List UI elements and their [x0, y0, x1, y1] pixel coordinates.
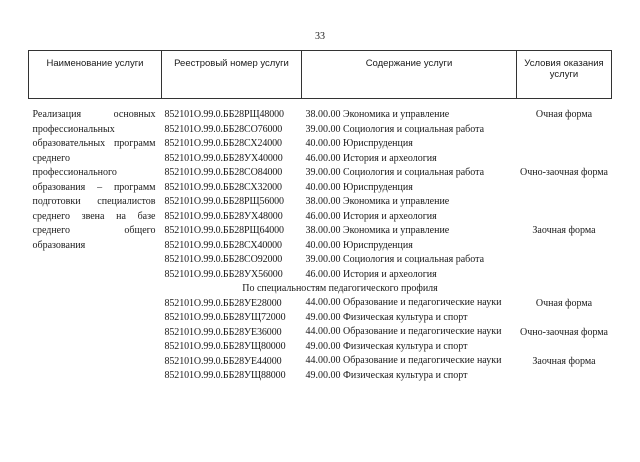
registry-number: 852101О.99.0.ББ28РЩ48000	[164, 109, 284, 120]
table-row	[29, 355, 612, 370]
subheading: По специальностям педагогического профиля	[242, 283, 438, 294]
condition-part-time: Очно-заочная форма	[519, 167, 608, 178]
service-content: 38.00.00 Экономика и управление	[305, 196, 450, 207]
header-registry-number: Реестровый номер услуги	[162, 51, 302, 99]
header-conditions: Условия оказания услуги	[517, 51, 612, 99]
registry-number: 852101О.99.0.ББ28СХ40000	[164, 239, 282, 251]
service-name-cell: Реализация основных профессиональных образовательных программ среднего профессионального образования – программ подготовки специалистов среднего звена на базе среднего общего образования	[32, 109, 156, 251]
registry-number: 852101О.99.0.ББ28УЕ28000	[164, 297, 282, 309]
service-content: 38.00.00 Экономика и управление	[305, 225, 450, 236]
service-content: 49.00.00 Физическая культура и спорт	[305, 312, 468, 323]
condition-part-time: Очно-заочная форма	[519, 326, 608, 338]
service-content: 40.00.00 Юриспруденция	[305, 181, 413, 193]
table-row	[29, 108, 612, 123]
registry-number: 852101О.99.0.ББ28УХ48000	[164, 210, 283, 222]
page-number: 33	[315, 31, 325, 42]
registry-number: 852101О.99.0.ББ28УЩ80000	[164, 341, 286, 352]
registry-number: 852101О.99.0.ББ28СХ24000	[164, 138, 282, 149]
registry-number: 852101О.99.0.ББ28УХ56000	[164, 268, 283, 280]
service-content: 40.00.00 Юриспруденция	[305, 239, 413, 251]
registry-number: 852101О.99.0.ББ28СО92000	[164, 254, 283, 265]
service-content: 46.00.00 История и археология	[305, 268, 437, 280]
table-row	[29, 326, 612, 341]
condition-full-time: Очная форма	[535, 297, 593, 309]
service-content: 49.00.00 Физическая культура и спорт	[305, 370, 468, 381]
registry-number: 852101О.99.0.ББ28РЩ56000	[164, 196, 284, 207]
service-content: 40.00.00 Юриспруденция	[305, 138, 413, 149]
registry-number: 852101О.99.0.ББ28УЩ72000	[164, 312, 286, 323]
header-service-content: Содержание услуги	[302, 51, 517, 99]
table-row	[29, 297, 612, 312]
header-service-name: Наименование услуги	[29, 51, 162, 99]
service-content: 39.00.00 Социология и социальная работа	[305, 167, 485, 178]
service-content: 46.00.00 История и археология	[305, 210, 437, 222]
table-row	[29, 311, 612, 326]
service-content: 44.00.00 Образование и педагогические науки	[305, 325, 502, 337]
registry-number: 852101О.99.0.ББ28УЕ44000	[164, 355, 282, 367]
header-row	[29, 51, 612, 99]
registry-number: 852101О.99.0.ББ28СО76000	[164, 123, 283, 135]
subheading-row	[29, 282, 612, 297]
service-content: 49.00.00 Физическая культура и спорт	[305, 341, 468, 352]
condition-full-time: Очная форма	[535, 109, 593, 120]
registry-number: 852101О.99.0.ББ28РЩ64000	[164, 225, 284, 236]
condition-correspondence: Заочная форма	[532, 225, 596, 236]
service-content: 44.00.00 Образование и педагогические науки	[305, 354, 502, 366]
service-content: 39.00.00 Социология и социальная работа	[305, 123, 485, 135]
registry-number: 852101О.99.0.ББ28УЕ36000	[164, 326, 282, 338]
service-content: 46.00.00 История и археология	[305, 152, 437, 164]
registry-number: 852101О.99.0.ББ28УХ40000	[164, 152, 283, 164]
table-row	[29, 369, 612, 384]
service-content: 38.00.00 Экономика и управление	[305, 109, 450, 120]
condition-correspondence: Заочная форма	[532, 355, 596, 367]
registry-number: 852101О.99.0.ББ28УЩ88000	[164, 370, 286, 381]
services-table	[28, 50, 612, 384]
service-content: 39.00.00 Социология и социальная работа	[305, 254, 485, 265]
registry-number: 852101О.99.0.ББ28СХ32000	[164, 181, 282, 193]
service-content: 44.00.00 Образование и педагогические науки	[305, 296, 502, 308]
registry-number: 852101О.99.0.ББ28СО84000	[164, 167, 283, 178]
